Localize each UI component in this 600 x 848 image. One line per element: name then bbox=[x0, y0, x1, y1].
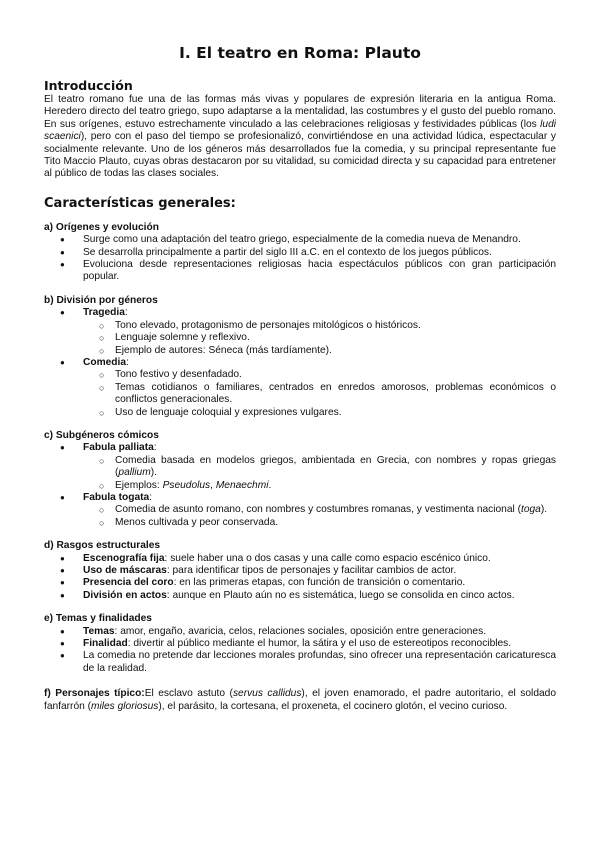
intro-ludi: ludi scaenici bbox=[44, 118, 556, 143]
term: Fabula palliata bbox=[83, 442, 154, 454]
text: Comedia de asunto romano, con nombres y costumbres romanas, y vestimenta nacional ( bbox=[115, 504, 521, 516]
characteristics-heading: Características generales: bbox=[44, 195, 236, 211]
text: : en las primeras etapas, con función de transición o comentario. bbox=[173, 577, 466, 589]
section-a-list bbox=[44, 234, 556, 284]
list-item: ● Se desarrolla principalmente a partir del siglo III a.C. en el contexto de los juegos públicos. bbox=[44, 247, 556, 259]
section-d-heading: d) Rasgos estructurales bbox=[44, 540, 161, 552]
section-c-heading: c) Subgéneros cómicos bbox=[44, 429, 159, 441]
sub-list-item: ○ Temas cotidianos o familiares, centrados en enredos amorosos, problemas económicos o conflictos generacionales. bbox=[44, 382, 556, 407]
section-e-heading: e) Temas y finalidades bbox=[44, 613, 152, 625]
section-f bbox=[44, 688, 556, 713]
section-c bbox=[44, 430, 556, 529]
intro-text-2: ), pero con el paso del tiempo se profesionalizó, convirtiéndose en una actividad lúdica, espectacular y socialmente relevante. Uno de los géneros más desarrollados fue la comedia, y su principal representante fue Tito Maccio Plauto, cuyas obras destacaron por su vitalidad, su comicidad directa y su capacidad para entretener al público de todas las clases sociales. bbox=[44, 131, 556, 180]
term: Escenografía fija bbox=[83, 552, 165, 564]
text: ), el parásito, la cortesana, el proxeneta, el cocinero glotón, el vecino curioso. bbox=[158, 700, 508, 712]
term: Finalidad bbox=[83, 638, 128, 650]
term: División en actos bbox=[83, 589, 167, 601]
list-item: ● Surge como una adaptación del teatro griego, especialmente de la comedia nueva de Menandro. bbox=[44, 234, 556, 246]
list-item bbox=[44, 650, 556, 675]
list-item-palliata: ● Fabula palliata: bbox=[44, 442, 556, 454]
text: : para identificar tipos de personajes y facilitar cambios de actor. bbox=[166, 565, 457, 576]
text: . bbox=[268, 479, 272, 491]
term: Fabula togata bbox=[83, 491, 150, 503]
sub-list-item: ○ Menos cultivada y peor conservada. bbox=[44, 517, 556, 529]
term: Uso de máscaras bbox=[83, 565, 167, 576]
list-item bbox=[44, 638, 556, 650]
sub-list-item bbox=[44, 455, 556, 480]
latin-term: pallium bbox=[118, 467, 151, 479]
text: ), el joven enamorado, el padre autoritario, el soldado fanfarrón ( bbox=[44, 688, 556, 712]
term: Temas bbox=[83, 625, 115, 637]
sub-list-item: ○ Tono elevado, protagonismo de personajes mitológicos o históricos. bbox=[44, 320, 556, 332]
section-b bbox=[44, 295, 556, 419]
work-title: Menaechmi bbox=[215, 479, 269, 491]
term: Presencia del coro bbox=[83, 577, 174, 589]
section-e bbox=[44, 613, 556, 675]
sub-list-item bbox=[44, 480, 556, 492]
text: Ejemplos: bbox=[115, 479, 163, 491]
section-e-list bbox=[44, 626, 556, 676]
term: Tragedia bbox=[83, 307, 125, 319]
text: : divertir al público mediante el humor, la sátira y el uso de estereotipos reconocibles. bbox=[127, 638, 512, 650]
list-item-togata: ● Fabula togata: bbox=[44, 492, 556, 504]
page-title: I. El teatro en Roma: Plauto bbox=[179, 44, 421, 62]
section-d bbox=[44, 540, 556, 602]
term: Comedia bbox=[83, 356, 127, 368]
section-a bbox=[44, 222, 556, 284]
intro-paragraph bbox=[44, 94, 556, 181]
list-item: ● Evoluciona desde representaciones religiosas hacia espectáculos públicos con gran participación popular. bbox=[44, 259, 556, 284]
list-item bbox=[44, 577, 556, 589]
text: Comedia basada en modelos griegos, ambientada en Grecia, con nombres y ropas griegas ( bbox=[115, 454, 556, 479]
list-item bbox=[44, 626, 556, 638]
text: ). bbox=[150, 467, 157, 479]
text: La comedia no pretende dar lecciones morales profundas, sino ofrecer una representación caricaturesca de la realidad. bbox=[83, 650, 556, 674]
section-b-list bbox=[44, 307, 556, 419]
list-item bbox=[44, 590, 556, 602]
latin-term: miles gloriosus bbox=[91, 700, 159, 712]
list-item bbox=[44, 565, 556, 577]
text: ). bbox=[540, 504, 548, 516]
section-a-heading: a) Orígenes y evolución bbox=[44, 221, 159, 233]
section-c-list bbox=[44, 442, 556, 529]
sub-list-item: ○ Uso de lenguaje coloquial y expresiones vulgares. bbox=[44, 407, 556, 419]
latin-term: toga bbox=[521, 504, 541, 516]
text: : suele haber una o dos casas y una calle como espacio escénico único. bbox=[164, 552, 491, 564]
list-item bbox=[44, 553, 556, 565]
text: : amor, engaño, avaricia, celos, relaciones sociales, oposición entre generaciones. bbox=[114, 625, 487, 637]
sub-list-item: ○ Tono festivo y desenfadado. bbox=[44, 369, 556, 381]
section-d-list bbox=[44, 553, 556, 603]
intro-text-1: El teatro romano fue una de las formas más vivas y populares de expresión literaria en la antigua Roma. Heredero directo del teatro griego, supo adaptarse a la mentalidad, las costumbres y el gusto del pueblo romano. En sus orígenes, estuvo estrechamente vinculado a las celebraciones religiosas y festividades públicas (los bbox=[44, 94, 556, 130]
list-item-comedia: ● Comedia: bbox=[44, 357, 556, 369]
list-item-tragedia: ● Tragedia: bbox=[44, 307, 556, 319]
latin-term: servus callidus bbox=[232, 688, 302, 700]
text: : aunque en Plauto aún no es sistemática, luego se consolida en cinco actos. bbox=[166, 589, 515, 601]
intro-heading: Introducción bbox=[44, 78, 133, 93]
text: , bbox=[210, 479, 216, 491]
sub-list-item: ○ Ejemplo de autores: Séneca (más tardíamente). bbox=[44, 345, 556, 357]
section-f-heading: f) Personajes típico: bbox=[44, 688, 145, 700]
sub-list-item: ○ Lenguaje solemne y reflexivo. bbox=[44, 332, 556, 344]
sub-list-item bbox=[44, 504, 556, 516]
text: El esclavo astuto ( bbox=[144, 688, 233, 700]
section-b-heading: b) División por géneros bbox=[44, 294, 158, 306]
work-title: Pseudolus bbox=[162, 479, 211, 491]
